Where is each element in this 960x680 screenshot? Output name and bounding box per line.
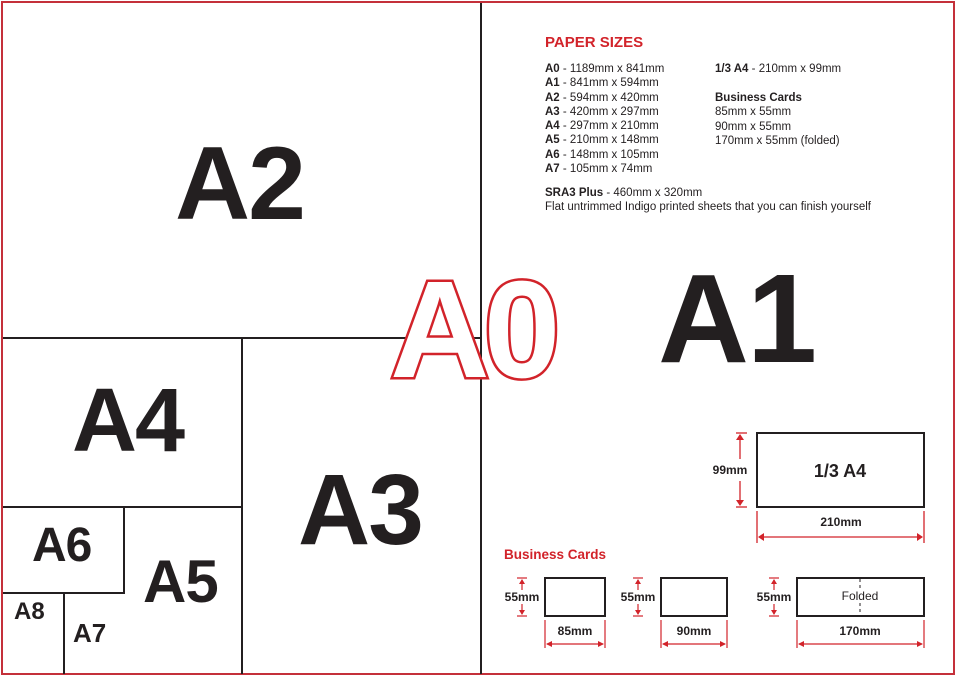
business-card-width-label: 90mm: [676, 624, 712, 638]
sra3-note: Flat untrimmed Indigo printed sheets that you can finish yourself: [545, 201, 872, 214]
a4-label: A4: [72, 371, 184, 471]
business-card-height-label: 55mm: [620, 590, 656, 604]
a8-label: A8: [14, 598, 45, 625]
paper-sizes-title: PAPER SIZES: [545, 34, 644, 51]
third-a4-height-label: 99mm: [712, 463, 748, 477]
business-card-height-label: 55mm: [756, 590, 792, 604]
size-row-a2: A2 - 594mm x 420mm: [545, 91, 659, 104]
business-card-width-label: 170mm: [839, 624, 881, 638]
a2-label: A2: [175, 126, 304, 242]
business-cards-diagram-title: Business Cards: [504, 547, 607, 562]
size-row-a3: A3 - 420mm x 297mm: [545, 105, 659, 118]
business-card-height-label: 55mm: [504, 590, 540, 604]
business-cards-sizes-title: Business Cards: [715, 92, 802, 104]
business-card-size-line: 170mm x 55mm (folded): [715, 134, 840, 147]
size-row-a6: A6 - 148mm x 105mm: [545, 148, 659, 161]
sra3-size-row: SRA3 Plus - 460mm x 320mm Flat untrimmed Indigo printed sheets that you can finish yourself: [545, 187, 872, 214]
size-row-a4: A4 - 297mm x 210mm: [545, 120, 659, 133]
a5-label: A5: [143, 548, 218, 615]
paper-sizes-list: [545, 62, 664, 176]
size-row-a5: A5 - 210mm x 148mm: [545, 134, 659, 147]
business-card-85: [545, 578, 605, 616]
a6-label: A6: [32, 519, 92, 572]
business-cards-diagram: [495, 570, 935, 650]
third-a4-width-label: 210mm: [820, 515, 862, 529]
size-row-a1: A1 - 841mm x 594mm: [545, 77, 659, 90]
a0-label-graphic: [380, 255, 600, 385]
a7-label: A7: [73, 618, 107, 648]
business-card-size-line: 85mm x 55mm: [715, 106, 792, 119]
size-row-a0: A0 - 1189mm x 841mm: [545, 63, 665, 75]
third-a4-rect-label: 1/3 A4: [813, 461, 867, 481]
third-a4-diagram: [700, 425, 940, 550]
folded-card-label: Folded: [841, 589, 879, 603]
size-row-a7: A7 - 105mm x 74mm: [545, 163, 653, 176]
business-card-width-label: 85mm: [557, 624, 593, 638]
business-card-90: [661, 578, 727, 616]
third-a4-size-row: 1/3 A4 - 210mm x 99mm: [715, 63, 842, 75]
business-cards-sizes: [715, 91, 840, 148]
a0-label: A0: [390, 255, 555, 385]
a1-label: A1: [658, 248, 816, 389]
a3-label: A3: [298, 454, 422, 566]
business-card-size-line: 90mm x 55mm: [715, 120, 792, 133]
